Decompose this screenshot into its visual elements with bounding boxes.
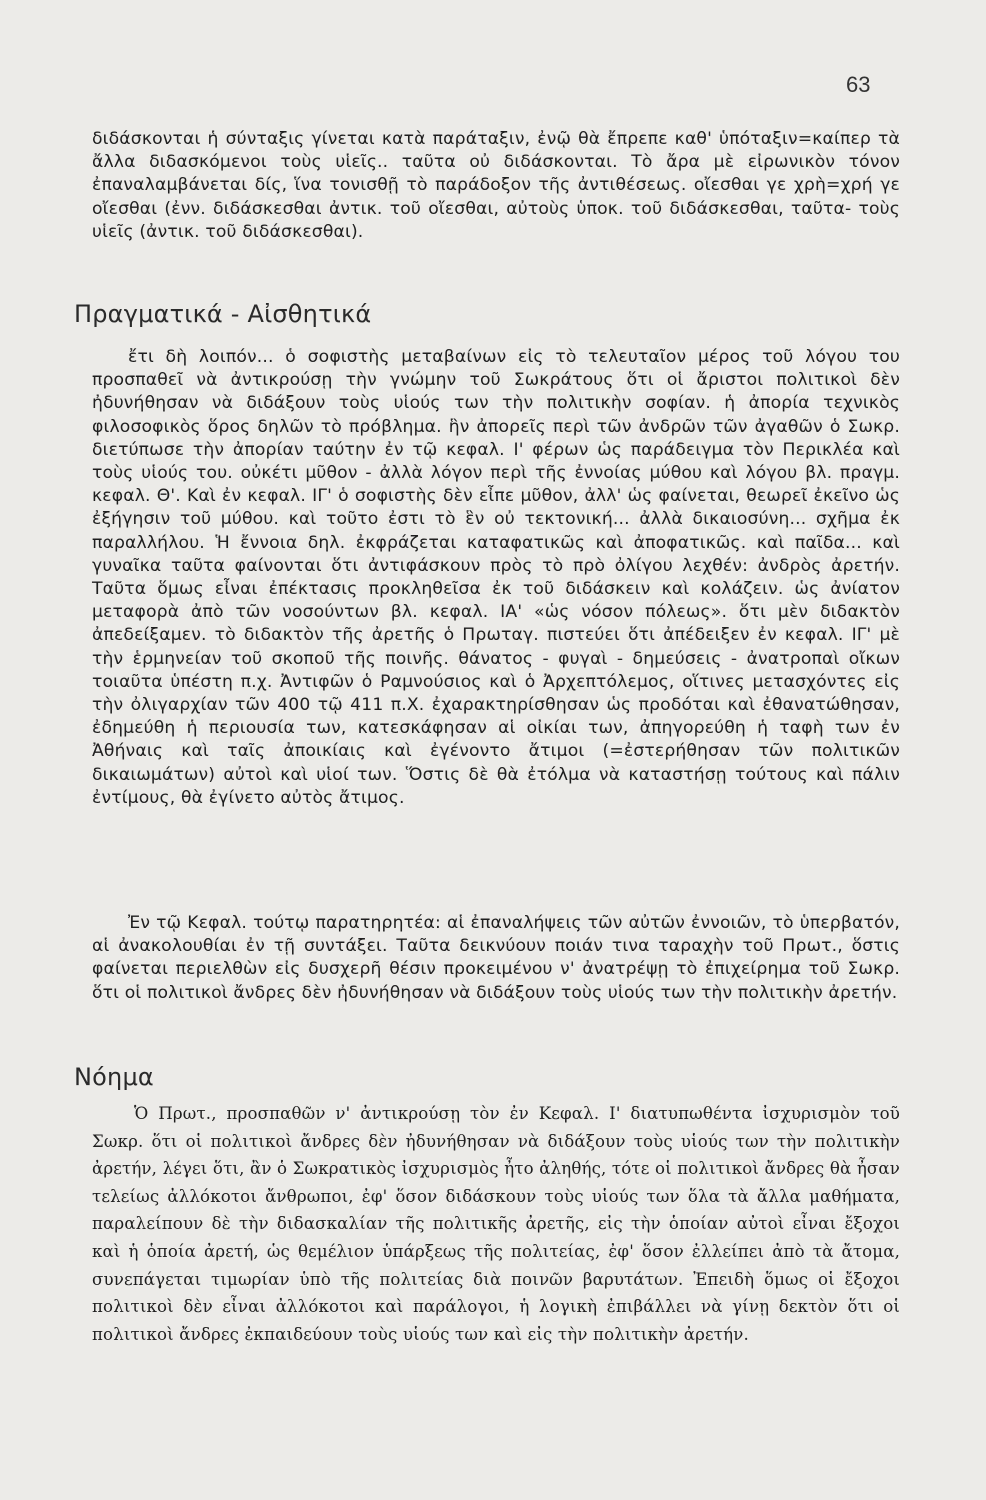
page-number: 63 [846,72,871,97]
section-1-paragraph-2: Ἐν τῷ Κεφαλ. τούτῳ παρατηρητέα: αἱ ἐπαναλήψεις τῶν αὐτῶν ἐννοιῶν, τὸ ὑπερβατόν, αἱ ἀνακολουθίαι ἐν τῇ συντάξει. Ταῦτα δεικνύουν ποιάν τινα ταραχὴν τοῦ Πρωτ., ὅστις φαίνεται περιελθὼν εἰς δυσχερῆ θέσιν προκειμένου ν' ἀνατρέψῃ τὸ ἐπιχείρημα τοῦ Σωκρ. ὅτι οἱ πολιτικοὶ ἄνδρες δὲν ἠδυνήθησαν νὰ διδάξουν τοὺς υἱούς των τὴν πολιτικὴν ἀρετήν. [92,913,900,1003]
intro-paragraph: διδάσκονται ἡ σύνταξις γίνεται κατὰ παράταξιν, ἐνῷ θὰ ἔπρεπε καθ' ὑπόταξιν=καίπερ τὰ ἄλλα διδασκόμενοι τοὺς υἱεῖς.. ταῦτα οὐ διδάσκονται. Τὸ ἄρα μὲ εἰρωνικὸν τόνον ἐπαναλαμβάνεται δίς, ἵνα τονισθῇ τὸ παράδοξον τῆς ἀντιθέσεως. οἴεσθαι γε χρὴ=χρή γε οἴεσθαι (ἐνν. διδάσκεσθαι ἀντικ. τοῦ οἴεσθαι, αὐτοὺς ὑποκ. τοῦ διδάσκεσθαι, ταῦτα- τοὺς υἱεῖς (ἀντικ. τοῦ διδάσκεσθαι). [92,129,900,242]
section-heading-pragmatika: Πραγματικά - Αἰσθητικά [74,300,372,328]
section-1-paragraph-1: ἔτι δὴ λοιπόν... ὁ σοφιστὴς μεταβαίνων εἰς τὸ τελευταῖον μέρος τοῦ λόγου του προσπαθεῖ νὰ ἀντικρούσῃ τὴν γνώμην τοῦ Σωκράτους ὅτι οἱ ἄριστοι πολιτικοὶ δὲν ἠδυνήθησαν νὰ διδάξουν τοὺς υἱούς των τὴν πολιτικὴν σοφίαν. ἡ ἀπορία τεχνικὸς φιλοσοφικὸς ὅρος δηλῶν τὸ πρόβλημα. ἣν ἀπορεῖς περὶ τῶν ἀνδρῶν τῶν ἀγαθῶν ὁ Σωκρ. διετύπωσε τὴν ἀπορίαν ταύτην ἐν τῷ κεφαλ. Ι' φέρων ὡς παράδειγμα τὸν Περικλέα καὶ τοὺς υἱούς του. οὐκέτι μῦθον - ἀλλὰ λόγον περὶ τῆς ἐννοίας μύθου καὶ λόγου βλ. πραγμ. κεφαλ. Θ'. Καὶ ἐν κεφαλ. ΙΓ' ὁ σοφιστὴς δὲν εἶπε μῦθον, ἀλλ' ὡς φαίνεται, θεωρεῖ ἐκεῖνο ὡς ἐξήγησιν τοῦ μύθου. καὶ τοῦτο ἐστι τὸ ἓν οὐ τεκτονική... ἀλλὰ δικαιοσύνη... σχῆμα ἐκ παραλλήλου. Ἡ ἔννοια δηλ. ἐκφράζεται καταφατικῶς καὶ ἀποφατικῶς. καὶ παῖδα... καὶ γυναῖκα ταῦτα φαίνονται ὅτι ἀντιφάσκουν πρὸς τὸ πρὸ ὀλίγου λεχθέν: ἀνδρὸς ἀρετήν. Ταῦτα ὅμως εἶναι ἐπέκτασις προκληθεῖσα ἐκ τοῦ διδάσκειν καὶ κολάζειν. ὡς ἀνίατον μεταφορὰ ἀπὸ τῶν νοσούντων βλ. κεφαλ. ΙΑ' «ὡς νόσον πόλεως». ὅτι μὲν διδακτὸν ἀπεδείξαμεν. τὸ διδακτὸν τῆς ἀρετῆς ὁ Πρωταγ. πιστεύει ὅτι ἀπέδειξεν ἐν κεφαλ. ΙΓ' μὲ τὴν ἑρμηνείαν τοῦ σκοποῦ τῆς ποινῆς. θάνατος - φυγαὶ - δημεύσεις - ἀνατροπαὶ οἴκων τοιαῦτα ὑπέστη π.χ. Ἀντιφῶν ὁ Ραμνούσιος καὶ ὁ Ἀρχεπτόλεμος, οἵτινες μετασχόντες εἰς τὴν ὀλιγαρχίαν τῶν 400 τῷ 411 π.Χ. ἐχαρακτηρίσθησαν ὡς προδόται καὶ ἐθανατώθησαν, ἐδημεύθη ἡ περιουσία των, κατεσκάφησαν αἱ οἰκίαι των, ἀπηγορεύθη ἡ ταφὴ των ἐν Ἀθήναις καὶ ταῖς ἀποικίαις καὶ ἐγένοντο ἄτιμοι (=ἐστερήθησαν τῶν πολιτικῶν δικαιωμάτων) αὐτοὶ καὶ υἱοί των. Ὅστις δὲ θὰ ἐτόλμα νὰ καταστήσῃ τούτους καὶ πάλιν ἐντίμους, θὰ ἐγίνετο αὐτὸς ἄτιμος. [92,347,900,808]
section-1-body [92,346,900,810]
section-1-closing [92,912,900,1005]
section-2-paragraph: Ὁ Πρωτ., προσπαθῶν ν' ἀντικρούσῃ τὸν ἐν Κεφαλ. Ι' διατυπωθέντα ἰσχυρισμὸν τοῦ Σωκρ. ὅτι οἱ πολιτικοὶ ἄνδρες δὲν ἠδυνήθησαν νὰ διδάξουν τοὺς υἱούς των τὴν πολιτικὴν ἀρετήν, λέγει ὅτι, ἂν ὁ Σωκρατικὸς ἰσχυρισμὸς ἦτο ἀληθής, τότε οἱ πολιτικοὶ ἄνδρες θὰ ἦσαν τελείως ἀλλόκοτοι ἄνθρωποι, ἐφ' ὅσον διδάσκουν τοὺς υἱούς των ὅλα τὰ ἄλλα μαθήματα, παραλείπουν δὲ τὴν διδασκαλίαν τῆς πολιτικῆς ἀρετῆς, εἰς τὴν ὁποίαν αὐτοὶ εἶναι ἔξοχοι καὶ ἡ ὁποία ἀρετή, ὡς θεμέλιον ὑπάρξεως τῆς πολιτείας, ἐφ' ὅσον ἐλλείπει ἀπὸ τὰ ἄτομα, συνεπάγεται τιμωρίαν ὑπὸ τῆς πολιτείας διὰ ποινῶν βαρυτάτων. Ἐπειδὴ ὅμως οἱ ἔξοχοι πολιτικοὶ δὲν εἶναι ἀλλόκοτοι καὶ παράλογοι, ἡ λογικὴ ἐπιβάλλει νὰ γίνῃ δεκτὸν ὅτι οἱ πολιτικοὶ ἄνδρες ἐκπαιδεύουν τοὺς υἱούς των καὶ εἰς τὴν πολιτικὴν ἀρετήν. [92,1104,900,1344]
intro-block [92,128,900,244]
section-heading-noima: Νόημα [74,1063,154,1091]
section-2-body [92,1100,900,1348]
